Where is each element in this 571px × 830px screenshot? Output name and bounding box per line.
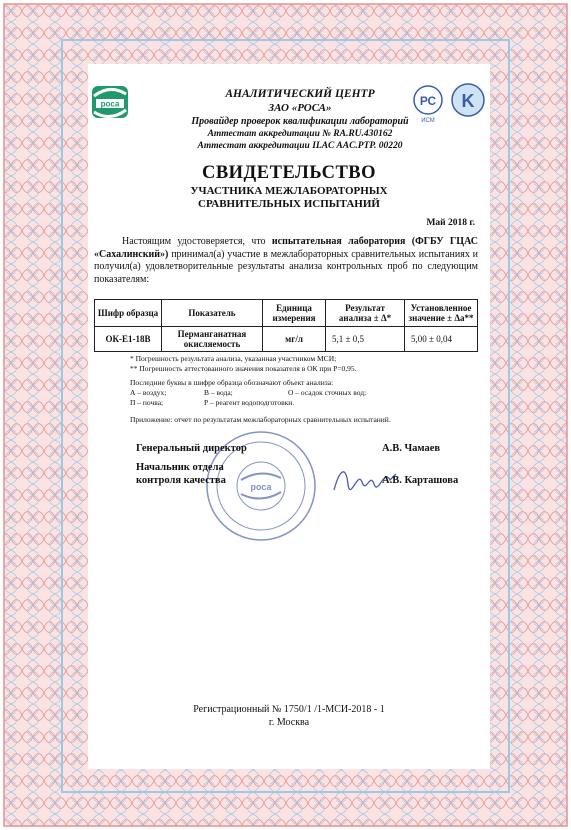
director-name: А.В. Чамаев (382, 443, 441, 454)
appendix-note: Приложение: отчет по результатам межлабораторных сравнительных испытаний. (130, 415, 391, 424)
legend-p: П – почва; (130, 398, 164, 407)
svg-text:K: K (461, 91, 475, 111)
svg-text:РС: РС (419, 94, 437, 108)
header-reference: Установленное значение ± Δа** (405, 300, 478, 327)
legend-r: Р – реагент водоподготовки. (204, 398, 295, 407)
header-indicator: Показатель (162, 300, 263, 327)
certificate-title: СВИДЕТЕЛЬСТВО (201, 163, 377, 183)
note-3: Последние буквы в шифре образца обозначают объект анализа: (130, 378, 334, 387)
registration-number: Регистрационный № 1750/1 /1-МСИ-2018 - 1 (193, 704, 385, 715)
cell-unit: мг/л (263, 327, 326, 352)
cell-indicator: Перманганатная окисляемость (162, 327, 263, 352)
city: г. Москва (268, 717, 310, 728)
table-row (95, 327, 478, 352)
table-header-row (95, 300, 478, 327)
note-1: * Погрешность результата анализа, указанная участником МСИ; (130, 354, 337, 363)
note-2: ** Погрешность аттестованного значения показателя в ОК при Р=0,95. (130, 364, 357, 373)
org-company: ЗАО «РОСА» (268, 102, 332, 114)
rosa-logo-icon (90, 82, 130, 122)
cell-sample-code: ОК-Е1-18В (95, 327, 162, 352)
accreditation-1: Аттестат аккредитации № RA.RU.430162 (207, 129, 393, 139)
header-result: Результат анализа ± Δ* (326, 300, 405, 327)
header-sample-code: Шифр образца (95, 300, 162, 327)
legend-o: О – осадок сточных вод; (288, 388, 367, 397)
certification-mark-icon (412, 80, 490, 124)
legend-b: В – вода; (204, 388, 233, 397)
logo-text: роса (100, 99, 120, 109)
accreditation-2: Аттестат аккредитации ILAC AAC.PTP. 00220 (197, 141, 403, 151)
qc-title-1: Начальник отдела (136, 462, 224, 473)
cell-reference: 5,00 ± 0,04 (405, 327, 478, 352)
issue-date: Май 2018 г. (426, 218, 475, 228)
certificate-statement: Настоящим удостоверяется, что испытательная лаборатория (ФГБУ ГЦАС «Сахалинский») принимал(а) участие в межлабораторных сравнительных испытаниях и получил(а) удовлетворительные результаты анализа контрольных проб по следующим показателям: (94, 236, 479, 285)
qc-title-2: контроля качества (136, 475, 226, 486)
svg-text:роса: роса (250, 482, 272, 492)
svg-text:ИСМ: ИСМ (421, 118, 435, 124)
director-title: Генеральный директор (136, 443, 247, 454)
org-name: АНАЛИТИЧЕСКИЙ ЦЕНТР (225, 88, 375, 100)
qc-name: А.В. Карташова (382, 475, 459, 486)
legend-a: А – воздух; (130, 388, 167, 397)
results-table (94, 299, 478, 352)
certificate-subtitle-2: СРАВНИТЕЛЬНЫХ ИСПЫТАНИЙ (198, 198, 380, 210)
org-role: Провайдер проверок квалификации лабораторий (191, 116, 409, 127)
certificate-subtitle-1: УЧАСТНИКА МЕЖЛАБОРАТОРНЫХ (190, 185, 388, 197)
cell-result: 5,1 ± 0,5 (326, 327, 405, 352)
header-unit: Единица измерения (263, 300, 326, 327)
